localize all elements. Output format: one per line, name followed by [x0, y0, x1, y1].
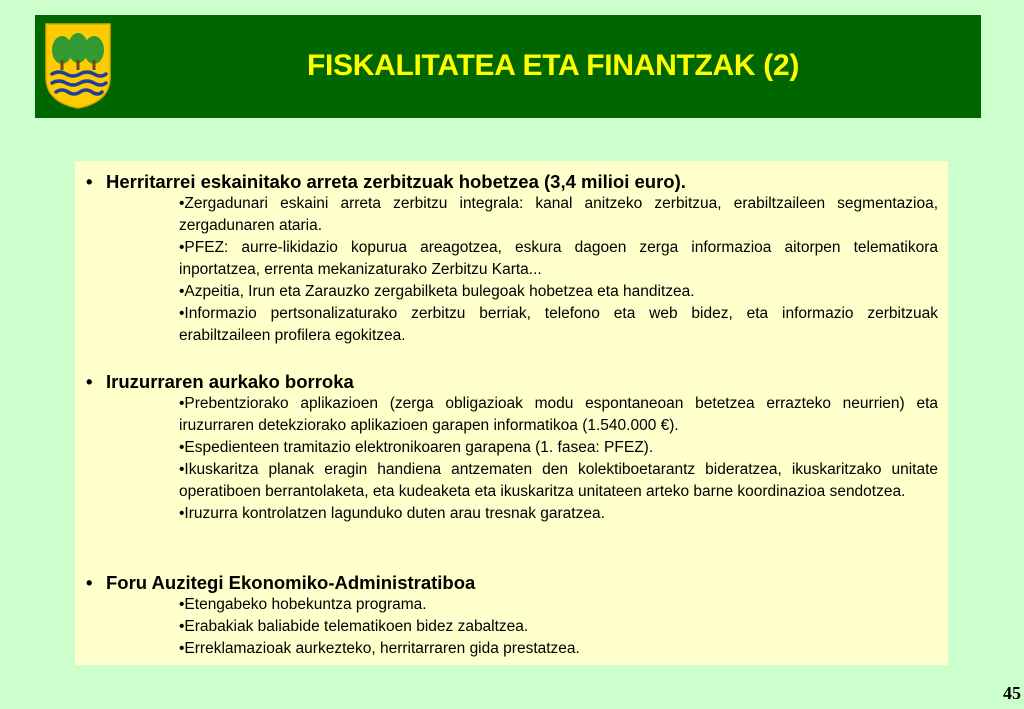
content-panel: [75, 161, 948, 665]
list-item: •Erabakiak baliabide telematikoen bidez zabaltzea.: [179, 618, 529, 635]
section-items: [179, 594, 938, 660]
gipuzkoa-coat-of-arms-icon: [44, 22, 112, 110]
list-item: •Azpeitia, Irun eta Zarauzko zergabilketa bulegoak hobetzea eta handitzea.: [179, 283, 695, 300]
list-item: •Etengabeko hobekuntza programa.: [179, 596, 427, 613]
section-fraud-fight: [75, 371, 948, 525]
section-heading-text: Foru Auzitegi Ekonomiko-Administratiboa: [106, 572, 476, 593]
list-item: •Zergadunari eskaini arreta zerbitzu integrala: kanal anitzeko zerbitzua, erabiltzaileen segmentazioa, zergadunaren ataria.: [179, 195, 938, 234]
bullet-dot: •: [86, 371, 93, 392]
section-heading: [75, 572, 948, 594]
section-citizen-services: [75, 171, 948, 347]
section-items: [179, 393, 938, 525]
list-item: •PFEZ: aurre-likidazio kopurua areagotzea, eskura dagoen zerga informazioa aitorpen telematikora inportatzea, errenta mekanizaturako Zerbitzu Karta...: [179, 239, 938, 278]
section-heading-text: Herritarrei eskainitako arreta zerbitzuak hobetzea (3,4 milioi euro).: [106, 171, 686, 192]
list-item: •Prebentziorako aplikazioen (zerga obligazioak modu espontaneoan betetzea errazteko neurrien) eta iruzurraren detekziorako aplikazioen garapen informatikoa (1.540.000 €).: [179, 395, 938, 434]
header-banner: [35, 15, 981, 118]
section-tax-court: [75, 572, 948, 660]
list-item: •Informazio pertsonalizaturako zerbitzu berriak, telefono eta web bidez, eta informazio zerbitzuak erabiltzaileen profilera egokitzea.: [179, 305, 938, 344]
page-title: FISKALITATEA ETA FINANTZAK (2): [306, 49, 800, 82]
list-item: •Ikuskaritza planak eragin handiena antzematen den kolektiboetarantz bideratzea, ikuskaritzako unitate operatiboen berrantolaketa, eta kudeaketa eta ikuskaritza unitateen arteko barne koordinazioa sendotzea.: [179, 461, 938, 500]
section-heading-text: Iruzurraren aurkako borroka: [106, 371, 354, 392]
list-item: •Iruzurra kontrolatzen lagunduko duten arau tresnak garatzea.: [179, 505, 605, 522]
section-items: [179, 193, 938, 347]
list-item: •Erreklamazioak aurkezteko, herritarraren gida prestatzea.: [179, 640, 580, 657]
section-heading: [75, 371, 948, 393]
bullet-dot: •: [86, 572, 93, 593]
bullet-dot: •: [86, 171, 93, 192]
list-item: •Espedienteen tramitazio elektronikoaren garapena (1. fasea: PFEZ).: [179, 439, 654, 456]
section-heading: [75, 171, 948, 193]
page-number: 45: [1003, 683, 1021, 703]
